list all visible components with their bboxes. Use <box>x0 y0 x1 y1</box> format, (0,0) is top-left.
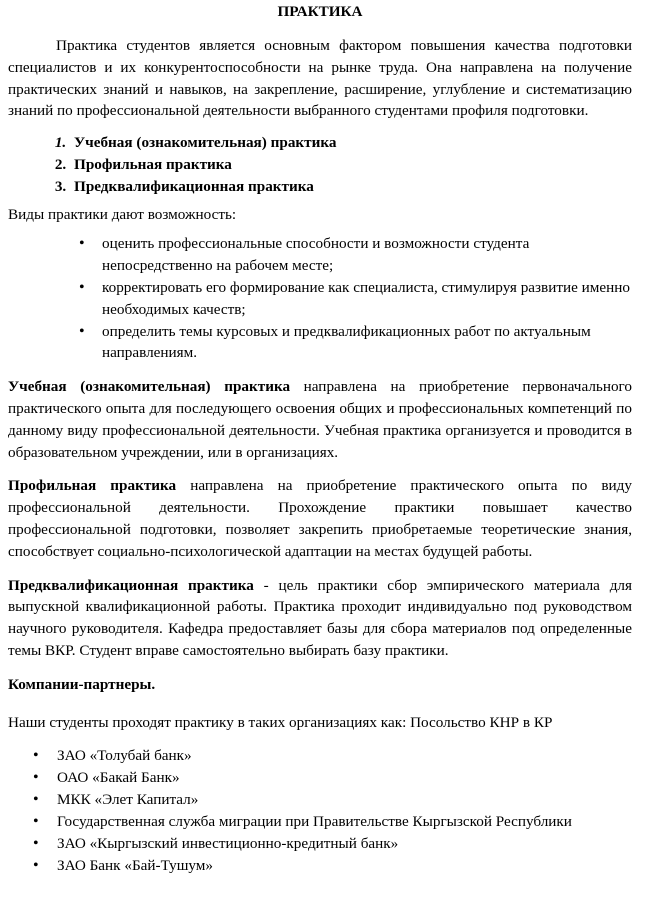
partner-item: • ЗАО «Кыргызский инвестиционно-кредитный банк» <box>57 833 632 855</box>
partners-list <box>8 745 632 877</box>
possibilities-list <box>8 233 632 364</box>
partner-item: • ЗАО Банк «Бай-Тушум» <box>57 855 632 877</box>
intro-paragraph: Практика студентов является основным фактором повышения качества подготовки специалистов и их конкурентоспособности на рынке труда. Она направлена на получение практических знаний и навыков, на закрепление, расширение, углубление и систематизацию знаний по профессиональной деятельности выбранного студентами профиля подготовки. <box>8 37 632 120</box>
partner-item: • ЗАО «Толубай банк» <box>57 745 632 767</box>
section-term: Профильная практика <box>8 477 177 495</box>
section-profile <box>8 475 632 562</box>
practice-type-item: 3. Предквалификационная практика <box>70 176 632 198</box>
document-page <box>8 0 632 877</box>
possibility-item: • оценить профессиональные способности и возможности студента непосредственно на рабочем месте; <box>102 233 632 277</box>
partners-intro: Наши студенты проходят практику в таких организациях как: Посольство КНР в КР <box>8 713 553 731</box>
practice-type-item: 1. Учебная (ознакомительная) практика <box>70 132 632 154</box>
section-prequalification <box>8 575 632 662</box>
section-educational <box>8 376 632 463</box>
possibility-item: • корректировать его формирование как специалиста, стимулируя развитие именно необходимых качеств; <box>102 277 632 321</box>
partner-item: • Государственная служба миграции при Правительстве Кыргызской Республики <box>57 811 632 833</box>
section-text: направлена на приобретение практического опыта по виду профессиональной деятельности. Прохождение практики повышает качество профессиональной подготовки, позволяет закрепить приобретаемые теоретические знания, способствует социально-психологической адаптации на местах будущей работы. <box>8 477 632 560</box>
possibilities-intro: Виды практики дают возможность: <box>8 205 237 223</box>
page-title: ПРАКТИКА <box>277 3 363 20</box>
practice-type-item: 2. Профильная практика <box>70 154 632 176</box>
partners-heading: Компании-партнеры. <box>8 675 156 693</box>
section-text: - цель практики сбор эмпирического материала для выпускной квалификационной работы. Практика проходит индивидуально под руководством научного руководителя. Кафедра предоставляет базы для сбора материалов под определенные темы ВКР. Студент вправе самостоятельно выбирать базу практики. <box>8 576 632 659</box>
section-term: Учебная (ознакомительная) практика <box>8 378 291 396</box>
section-text: направлена на приобретение первоначального практического опыта для последующего освоения общих и профессиональных компетенций по данному виду профессиональной деятельности. Учебная практика организуется и проводится в образовательном учреждении, или в организациях. <box>8 378 632 461</box>
section-term: Предквалификационная практика <box>8 576 254 594</box>
partner-item: • ОАО «Бакай Банк» <box>57 767 632 789</box>
practice-types-list <box>8 132 632 197</box>
possibility-item: • определить темы курсовых и предквалификационных работ по актуальным направлениям. <box>102 321 632 365</box>
partner-item: • МКК «Элет Капитал» <box>57 789 632 811</box>
